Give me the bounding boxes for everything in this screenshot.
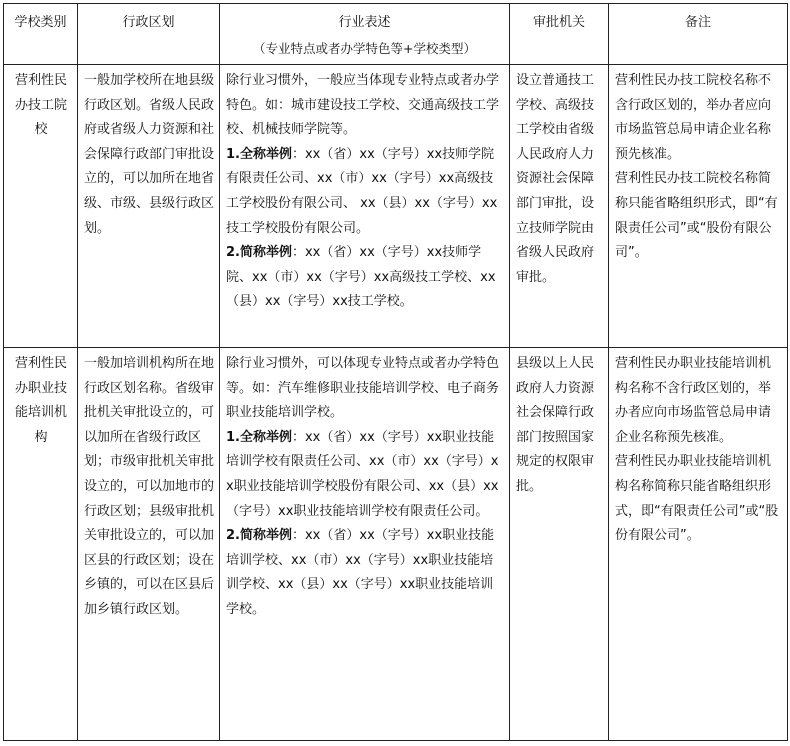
cell-approval-authority: 县级以上人民政府人力资源社会保障行政部门按照国家规定的权限审批。 <box>510 348 609 741</box>
table-row <box>4 65 788 348</box>
header-industry-desc-subtitle: （专业特点或者办学特色等+学校类型） <box>253 41 476 56</box>
remark-text: 营利性民办职业技能培训机构名称简称只能省略组织形式，即“有限责任公司”或“股份有限公司”。 <box>615 454 779 544</box>
cell-industry-desc <box>220 65 510 348</box>
short-name-text: ：xx（省）xx（字号）xx技师学院、xx（市）xx（字号）xx高级技工学校、xx（县）xx（字号）xx技工学校。 <box>226 245 496 310</box>
industry-intro: 除行业习惯外，可以体现专业特点或者办学特色等。如：汽车维修职业技能培训学校、电子商务职业技能培训学校。 <box>226 356 500 421</box>
cell-admin-division: 一般加培训机构所在地行政区划名称。省级审批机关审批设立的，可以加所在省级行政区划；市级审批机关审批设立的，可以加地市的行政区划；县级审批机关审批设立的，可以加区县的行政区划；设在乡镇的，可以在区县后加乡镇行政区划。 <box>78 348 220 741</box>
header-industry-desc-title: 行业表述 <box>338 15 391 30</box>
table-row <box>4 348 788 741</box>
full-name-text: ：xx（省）xx（字号）xx职业技能培训学校有限责任公司、xx（市）xx（字号）xx职业技能培训学校股份有限公司、xx（县）xx（字号）xx职业技能培训学校有限责任公司。 <box>226 429 499 519</box>
cell-school-type: 营利性民办技工院校 <box>4 65 78 348</box>
header-remarks: 备注 <box>609 4 788 65</box>
naming-rules-table <box>3 3 788 741</box>
header-school-type: 学校类别 <box>4 4 78 65</box>
header-admin-division: 行政区划 <box>78 4 220 65</box>
header-approval-authority: 审批机关 <box>510 4 609 65</box>
full-name-example <box>226 426 504 524</box>
full-name-label: 1.全称举例 <box>226 146 292 162</box>
short-name-example <box>226 241 504 315</box>
cell-remarks <box>609 65 788 348</box>
short-name-text: ：xx（省）xx（字号）xx职业技能培训学校、xx（市）xx（字号）xx职业技能培训学校、xx（县）xx（字号）xx职业技能培训学校。 <box>226 528 495 617</box>
full-name-example <box>226 143 504 241</box>
short-name-label: 2.简称举例 <box>226 245 292 261</box>
short-name-label: 2.简称举例 <box>226 528 292 544</box>
cell-admin-division: 一般加学校所在地县级行政区划。省级人民政府或省级人力资源和社会保障行政部门审批设立的，可以加所在地省级、市级、县级行政区划。 <box>78 65 220 348</box>
header-industry-desc <box>220 4 510 65</box>
cell-school-type: 营利性民办职业技能培训机构 <box>4 348 78 741</box>
industry-intro: 除行业习惯外，一般应当体现专业特点或者办学特色。如：城市建设技工学校、交通高级技工学校、机械技师学院等。 <box>226 73 500 138</box>
cell-remarks <box>609 348 788 741</box>
remark-text: 营利性民办技工院校名称不含行政区划的，举办者应向市场监管总局申请企业名称预先核准。 <box>615 73 772 162</box>
header-row <box>4 4 788 65</box>
short-name-example <box>226 524 504 622</box>
remark-text: 营利性民办技工院校名称简称只能省略组织形式，即“有限责任公司”或“股份有限公司”。 <box>615 171 778 261</box>
cell-approval-authority: 设立普通技工学校、高级技工学校由省级人民政府人力资源社会保障部门审批，设立技师学院由省级人民政府审批。 <box>510 65 609 348</box>
cell-industry-desc <box>220 348 510 741</box>
full-name-label: 1.全称举例 <box>226 429 292 445</box>
remark-text: 营利性民办职业技能培训机构名称不含行政区划的，举办者应向市场监管总局申请企业名称预先核准。 <box>615 356 772 445</box>
full-name-text: ：xx（省）xx（字号）xx技师学院有限责任公司、xx（市）xx（字号）xx高级技工学校股份有限公司、 xx（县）xx（字号）xx技工学校股份有限公司。 <box>226 146 498 236</box>
